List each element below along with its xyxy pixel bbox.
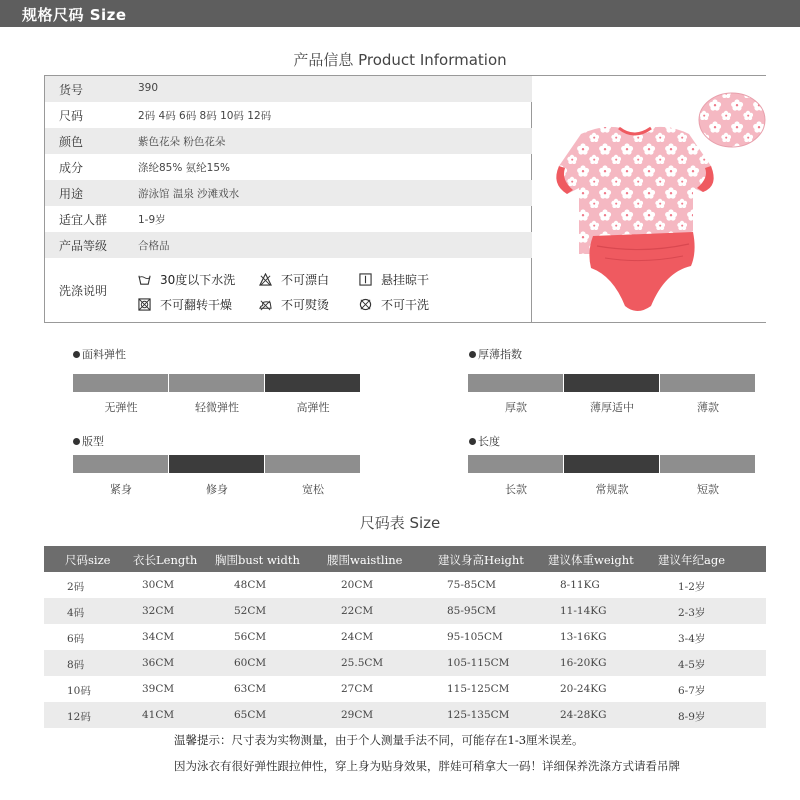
product-photo (533, 76, 766, 322)
wash-item: 30度以下水洗 (138, 271, 235, 288)
table-row: 12码 41CM 65CM 29CM 125-135CM 24-28KG 8-9岁 (44, 702, 766, 728)
fit-scale-labels: 紧身 修身 宽松 (110, 483, 324, 496)
bullet-dot-icon (73, 438, 80, 445)
wash-30-icon (138, 273, 151, 286)
size-chart-title: 尺码表 Size (359, 514, 441, 532)
length-scale-labels: 长款 常规款 短款 (505, 483, 719, 496)
column-header: 尺码size (65, 553, 111, 567)
info-value: 紫色花朵 粉色花朵 (138, 136, 226, 148)
measurement-note: 温馨提示：尺寸表为实物测量，由于个人测量手法不同，可能存在1-3厘米误差。 (174, 733, 584, 747)
info-label: 成分 (59, 161, 84, 175)
scale-segment (265, 455, 360, 473)
hang-dry-icon (359, 273, 372, 286)
info-value: 390 (138, 82, 159, 94)
info-label: 货号 (59, 83, 84, 97)
info-label: 用途 (59, 187, 84, 201)
no-dry-clean-icon (359, 298, 372, 311)
wash-item: 不可熨烫 (259, 296, 329, 313)
header-title: 规格尺码 Size (22, 6, 127, 24)
wash-item: 不可干洗 (359, 296, 429, 313)
no-bleach-icon (259, 273, 272, 286)
product-info-title: 产品信息 Product Information (293, 51, 507, 69)
top-header-bar (0, 0, 800, 27)
property-label-thickness: 厚薄指数 (469, 346, 522, 362)
bullet-dot-icon (469, 351, 476, 358)
scale-segment (73, 374, 168, 392)
info-value: 1-9岁 (138, 214, 166, 226)
fit-scale (73, 455, 361, 473)
bullet-dot-icon (73, 351, 80, 358)
info-row-color (45, 128, 532, 154)
scale-segment (468, 455, 563, 473)
column-header: 衣长Length (133, 553, 198, 567)
bullet-dot-icon (469, 438, 476, 445)
property-label-fit: 版型 (73, 433, 104, 449)
scale-segment-selected (169, 455, 264, 473)
info-label: 颜色 (59, 135, 84, 149)
wash-item: 悬挂晾干 (359, 271, 429, 288)
sizing-tip-note: 因为泳衣有很好弹性跟拉伸性，穿上身为贴身效果，胖娃可稍拿大一码！详细保养洗涤方式请看吊牌 (174, 759, 680, 773)
table-row: 4码 32CM 52CM 22CM 85-95CM 11-14KG 2-3岁 (44, 598, 766, 624)
info-label: 尺码 (59, 109, 84, 123)
scale-segment (660, 455, 755, 473)
wash-item: 不可漂白 (259, 271, 329, 288)
column-header: 腰围waistline (327, 553, 403, 567)
info-label: 洗涤说明 (59, 284, 108, 298)
info-label: 适宜人群 (59, 213, 108, 227)
elasticity-scale-labels: 无弹性 轻微弹性 高弹性 (104, 401, 330, 414)
property-label-elasticity: 面料弹性 (73, 346, 126, 362)
no-tumble-dry-icon (138, 298, 151, 311)
info-row-item-no (45, 76, 532, 102)
product-info-table (45, 76, 532, 322)
thickness-scale-labels: 厚款 薄厚适中 薄款 (505, 401, 719, 414)
table-row: 8码 36CM 60CM 25.5CM 105-115CM 16-20KG 4-5岁 (44, 650, 766, 676)
column-header: 建议年纪age (658, 553, 726, 567)
scale-segment (73, 455, 168, 473)
column-header: 建议体重weight (548, 553, 634, 567)
info-row-size (45, 102, 532, 128)
info-row-age-group (45, 206, 532, 232)
no-iron-icon (259, 298, 272, 311)
scale-segment-selected (564, 374, 659, 392)
length-scale (468, 455, 756, 473)
swimsuit-image (533, 76, 766, 322)
size-chart-header (44, 546, 766, 572)
scale-segment (169, 374, 264, 392)
table-row: 10码 39CM 63CM 27CM 115-125CM 20-24KG 6-7岁 (67, 683, 706, 697)
info-value: 2码 4码 6码 8码 10码 12码 (138, 110, 272, 122)
property-label-length: 长度 (469, 433, 500, 449)
elasticity-scale (73, 374, 361, 392)
info-row-usage (45, 180, 532, 206)
info-value: 涤纶85% 氨纶15% (138, 162, 231, 174)
column-header: 胸围bust width (215, 553, 300, 567)
scale-segment-selected (265, 374, 360, 392)
table-row: 6码 34CM 56CM 24CM 95-105CM 13-16KG 3-4岁 (67, 631, 706, 645)
info-label: 产品等级 (59, 239, 108, 253)
scale-segment (468, 374, 563, 392)
info-value: 游泳馆 温泉 沙滩戏水 (138, 188, 240, 200)
size-chart-table (44, 546, 766, 728)
scale-segment (660, 374, 755, 392)
scale-segment-selected (564, 455, 659, 473)
wash-instructions (45, 258, 532, 322)
info-value: 合格品 (138, 240, 170, 252)
info-row-material (45, 154, 532, 180)
wash-item: 不可翻转干燥 (138, 296, 232, 313)
table-row: 2码 30CM 48CM 20CM 75-85CM 8-11KG 1-2岁 (67, 579, 706, 593)
product-info-box (44, 75, 766, 323)
info-row-grade (45, 232, 532, 258)
thickness-scale (468, 374, 756, 392)
column-header: 建议身高Height (438, 553, 524, 567)
